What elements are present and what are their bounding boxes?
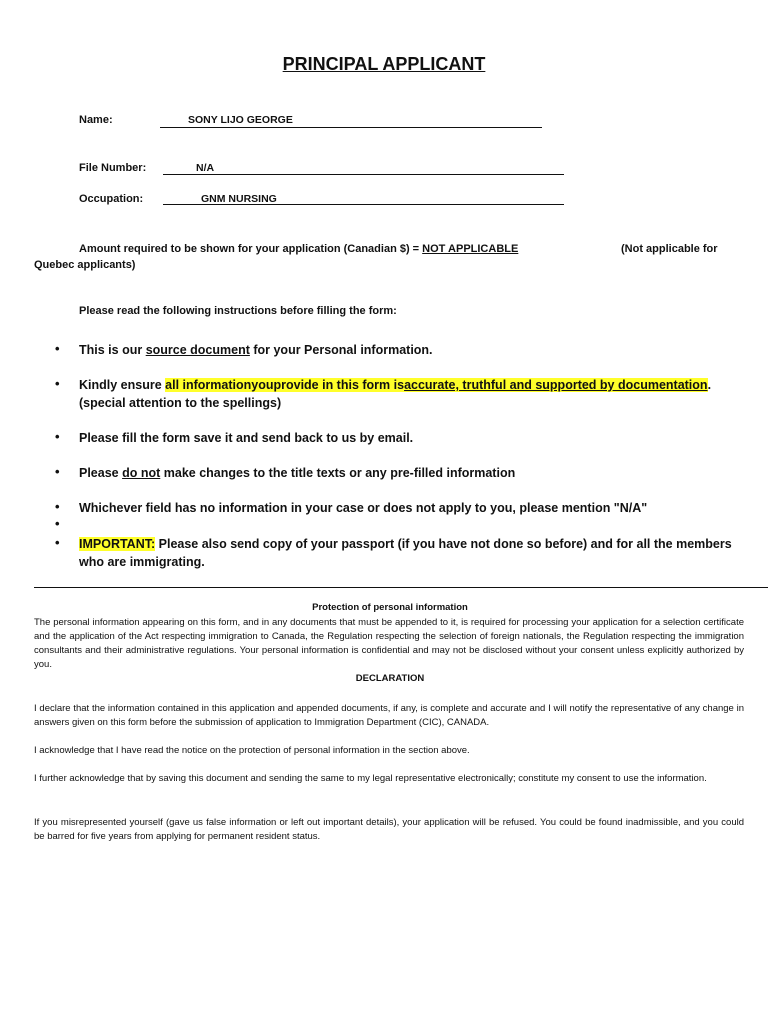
amount-note-cont: Quebec applicants) xyxy=(34,259,136,271)
declaration-paragraph-4: If you misrepresented yourself (gave us false information or left out important details), your application will be refused. You could be found inadmissible, and you could be barred for five years from applying for permanent resident status. xyxy=(34,817,744,842)
file-number-line xyxy=(163,160,564,175)
occupation-value: GNM NURSING xyxy=(201,193,277,205)
section-divider xyxy=(34,587,768,588)
bullet-dot: • xyxy=(55,499,60,514)
bullet-3: Please fill the form save it and send back to us by email. xyxy=(79,431,414,445)
occupation-label: Occupation: xyxy=(79,193,144,205)
bullet-dot: • xyxy=(55,429,60,444)
bullet-2: Kindly ensure all informationyouprovide in this form isaccurate, truthful and supported by documentation. (special attention to the spellings) xyxy=(79,378,712,410)
amount-required xyxy=(34,241,734,273)
declaration-paragraph-2: I acknowledge that I have read the notice on the protection of personal information in the section above. xyxy=(34,745,470,756)
declaration-paragraph-3: I further acknowledge that by saving this document and sending the same to my legal representative electronically; constitute my consent to use the information. xyxy=(34,773,707,784)
important-label: IMPORTANT: xyxy=(79,537,156,551)
bullet-dot: • xyxy=(55,376,60,391)
amount-value: NOT APPLICABLE xyxy=(422,243,519,255)
declaration-title: DECLARATION xyxy=(355,673,425,684)
name-value: SONY LIJO GEORGE xyxy=(188,114,293,126)
bullet-dot: • xyxy=(55,535,60,550)
amount-note: (Not applicable for xyxy=(621,243,718,255)
bullet-important: IMPORTANT: Please also send copy of your passport (if you have not done so before) and for all the members who are immigrating. xyxy=(79,537,732,569)
file-number-label: File Number: xyxy=(79,162,147,174)
bullet-1: This is our source document for your Personal information. xyxy=(79,343,433,357)
declaration-paragraph-1: I declare that the information contained in this application and appended documents, if any, is complete and accurate and I will notify the representative of any change in answers given on this form before the submission of application to Immigration Department (CIC), CANADA. xyxy=(34,703,744,728)
file-number-value: N/A xyxy=(196,162,215,174)
bullet-dot: • xyxy=(55,464,60,479)
protection-title: Protection of personal information xyxy=(312,602,468,613)
bullet-dot: • xyxy=(55,516,60,531)
protection-text: The personal information appearing on this form, and in any documents that must be appended to it, is required for processing your application for a selection certificate and the application of the Act respecting immigration to Canada, the Regulation respecting the selection of foreign nationals, the Regulation respecting the immigration consultants and their administrative regulations. Your personal information is confidential and may not be disclosed without your consent unless explicitly authorized by you. xyxy=(34,617,744,670)
page-title: PRINCIPAL APPLICANT xyxy=(282,54,486,74)
bullet-4: Please do not make changes to the title texts or any pre-filled information xyxy=(79,466,516,480)
amount-text: Amount required to be shown for your application (Canadian $) = xyxy=(79,243,420,255)
instructions-intro: Please read the following instructions before filling the form: xyxy=(79,305,397,317)
bullet-dot: • xyxy=(55,341,60,356)
name-label: Name: xyxy=(79,114,113,126)
bullet-5: Whichever field has no information in your case or does not apply to you, please mention "N/A" xyxy=(79,501,648,515)
